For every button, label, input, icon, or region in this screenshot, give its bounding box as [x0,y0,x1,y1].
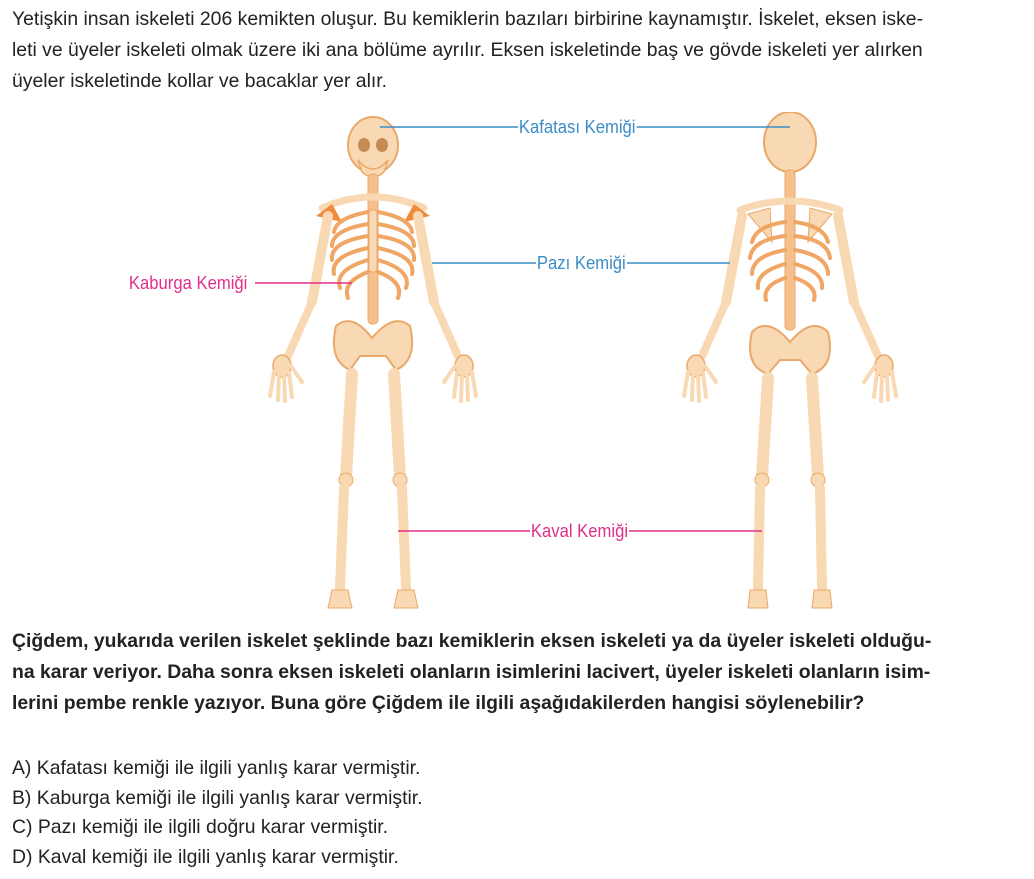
front-pelvis [334,321,412,370]
option-d[interactable]: D) Kaval kemiği ile ilgili yanlış karar vermiştir. [12,845,399,868]
back-skeleton [684,112,896,608]
front-right-tibia [340,488,344,588]
intro-paragraph [12,4,1026,97]
intro-line: leti ve üyeler iskeleti olmak üzere iki ana bölüme ayrılır. Eksen iskeletinde baş ve gövde iskeleti yer alırken [12,39,923,61]
back-right-tibia [758,488,760,588]
question-line: lerini pembe renkle yazıyor. Buna göre Çiğdem ile ilgili aşağıdakilerden hangisi söylenebilir? [12,692,865,714]
front-skull [348,117,398,173]
intro-line: Yetişkin insan iskeleti 206 kemikten oluşur. Bu kemiklerin bazıları birbirine kaynamıştır. İskelet, eksen iske- [12,8,924,30]
option-a[interactable]: A) Kafatası kemiği ile ilgili yanlış karar vermiştir. [12,757,421,779]
front-skeleton [270,117,476,608]
question-line: Çiğdem, yukarıda verilen iskelet şeklinde bazı kemiklerin eksen iskeleti ya da üyeler iskeleti olduğu- [12,630,932,652]
back-skull [764,112,816,172]
question-line: na karar veriyor. Daha sonra eksen iskeleti olanların isimlerini lacivert, üyeler iskeleti olanların isim- [12,661,931,683]
answer-options [12,754,423,872]
intro-line: üyeler iskeletinde kollar ve bacaklar yer alır. [12,70,388,92]
tibia-label: Kaval Kemiği [530,520,629,541]
humerus-label: Pazı Kemiği [536,252,626,273]
question-paragraph [12,626,1028,719]
back-left-tibia [820,488,822,588]
back-pelvis [750,326,830,374]
front-left-tibia [402,488,406,588]
front-right-humerus [312,216,328,302]
skull-label: Kafatası Kemiği [518,116,636,137]
option-c[interactable]: C) Pazı kemiği ile ilgili doğru karar vermiştir. [12,816,389,838]
back-left-humerus [838,216,854,302]
front-left-humerus [418,216,434,302]
skeleton-illustration [0,112,1034,617]
option-b[interactable]: B) Kaburga kemiği ile ilgili yanlış karar vermiştir. [12,786,423,809]
rib-label: Kaburga Kemiği [128,272,248,293]
back-right-humerus [726,216,742,302]
skeleton-figure [0,112,1034,617]
